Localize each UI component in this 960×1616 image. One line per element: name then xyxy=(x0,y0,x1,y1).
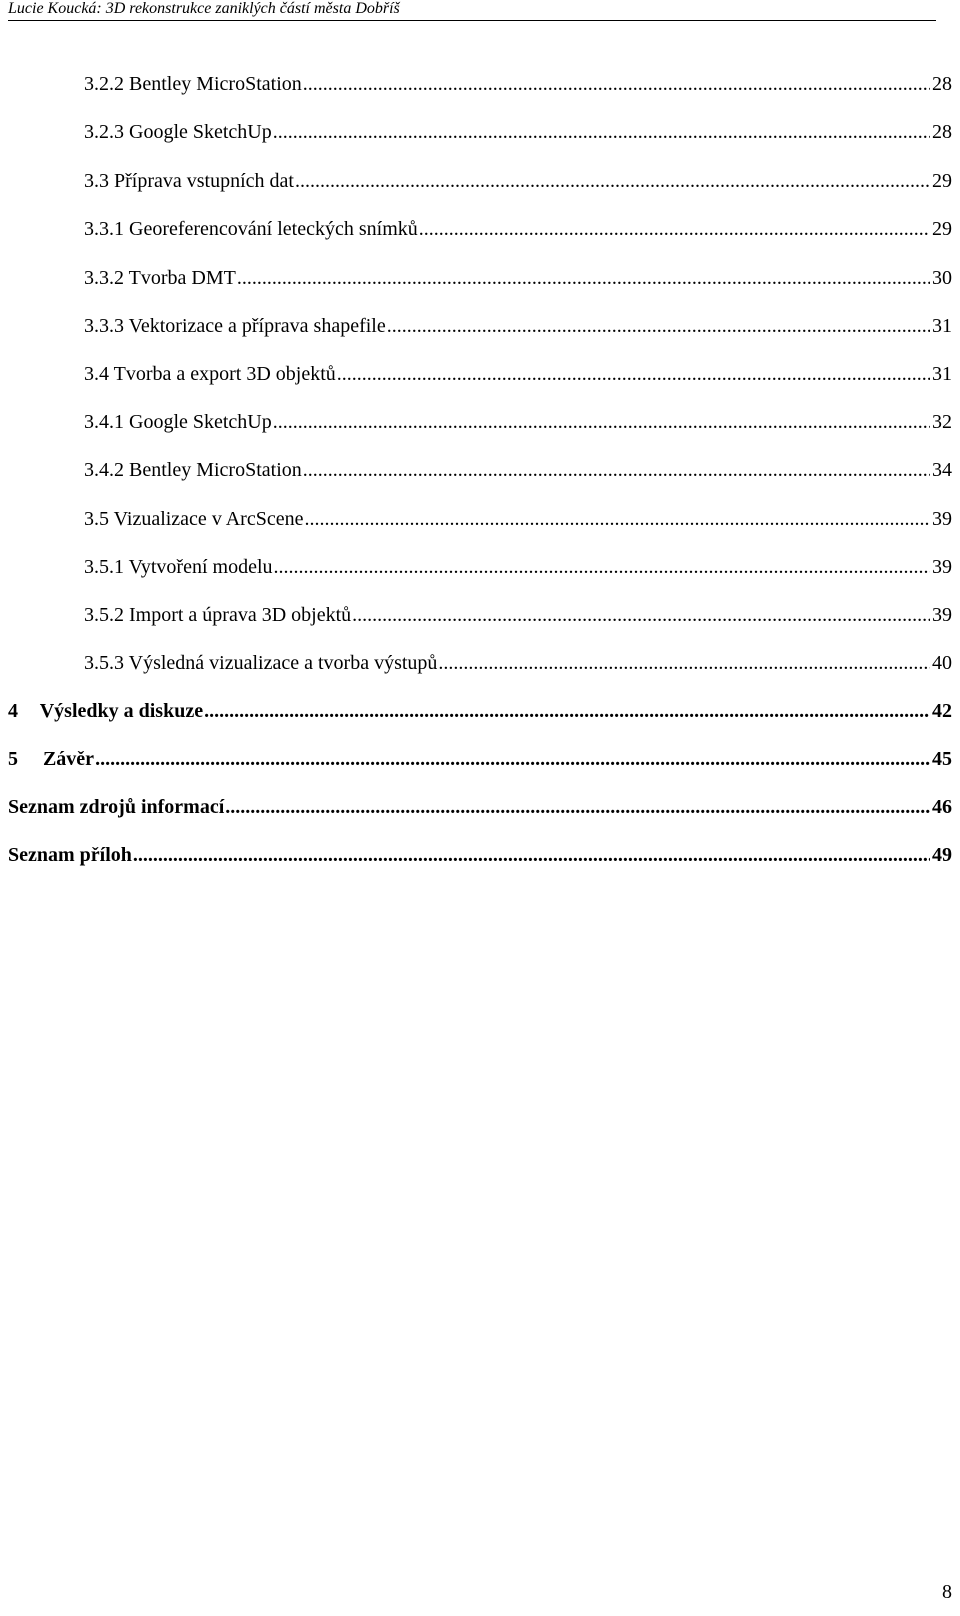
toc-entry-page: 31 xyxy=(932,363,952,385)
toc-entry[interactable] xyxy=(84,120,952,144)
dot-leader xyxy=(352,603,930,627)
toc-entry-page: 29 xyxy=(932,218,952,240)
toc-entry[interactable] xyxy=(84,555,952,579)
dot-leader xyxy=(273,120,930,144)
toc-entry-page: 40 xyxy=(932,652,952,674)
toc-chapter-page: 46 xyxy=(932,796,952,818)
toc-entry-title: 3.3 Příprava vstupních dat xyxy=(84,170,294,192)
toc-entry-title: 3.4 Tvorba a export 3D objektů xyxy=(84,363,336,385)
toc-chapter-title: Závěr xyxy=(42,748,95,770)
toc-entry-page: 29 xyxy=(932,170,952,192)
toc-entry-title: 3.5 Vizualizace v ArcScene xyxy=(84,508,304,530)
dot-leader xyxy=(204,699,930,723)
page-number: 8 xyxy=(942,1581,952,1603)
toc-entry-title: 3.4.1 Google SketchUp xyxy=(84,411,272,433)
toc-entry-title: 3.5.2 Import a úprava 3D objektů xyxy=(84,604,352,626)
dot-leader xyxy=(295,169,930,193)
dot-leader xyxy=(438,651,930,675)
dot-leader xyxy=(304,507,930,531)
toc-entry-title: 3.2.2 Bentley MicroStation xyxy=(84,73,302,95)
toc-entry-title: 3.3.3 Vektorizace a příprava shapefile xyxy=(84,315,386,337)
toc-entry[interactable] xyxy=(84,72,952,96)
toc-chapter[interactable] xyxy=(8,747,952,771)
dot-leader xyxy=(95,747,930,771)
toc-entry-title: 3.2.3 Google SketchUp xyxy=(84,121,272,143)
toc-entry[interactable] xyxy=(84,266,952,290)
toc-chapter-page: 45 xyxy=(932,748,952,770)
toc-entry-page: 39 xyxy=(932,604,952,626)
toc-entry-title: 3.5.3 Výsledná vizualizace a tvorba výstupů xyxy=(84,652,438,674)
toc-entry[interactable] xyxy=(84,507,952,531)
toc-entry[interactable] xyxy=(84,314,952,338)
dot-leader xyxy=(303,72,930,96)
toc-entry-page: 32 xyxy=(932,411,952,433)
toc-chapter-title: Seznam zdrojů informací xyxy=(8,796,225,818)
dot-leader xyxy=(225,795,930,819)
toc-entry[interactable] xyxy=(84,362,952,386)
toc-chapter-number: 5 xyxy=(8,748,18,770)
toc-chapter-number: 4 xyxy=(8,700,18,722)
toc-chapter[interactable] xyxy=(8,843,952,867)
toc-entry-title: 3.3.2 Tvorba DMT xyxy=(84,267,236,289)
toc-entry[interactable] xyxy=(84,603,952,627)
toc-entry-page: 30 xyxy=(932,267,952,289)
dot-leader xyxy=(133,843,930,867)
dot-leader xyxy=(387,314,930,338)
dot-leader xyxy=(303,458,930,482)
dot-leader xyxy=(274,555,930,579)
dot-leader xyxy=(273,410,930,434)
toc-chapter-page: 49 xyxy=(932,844,952,866)
toc-entry-page: 39 xyxy=(932,508,952,530)
toc-entry-title: 3.3.1 Georeferencování leteckých snímků xyxy=(84,218,418,240)
running-header-title: Lucie Koucká: 3D rekonstrukce zaniklých částí města Dobříš xyxy=(8,0,400,17)
dot-leader xyxy=(419,217,930,241)
toc-entry-title: 3.4.2 Bentley MicroStation xyxy=(84,459,302,481)
dot-leader xyxy=(237,266,930,290)
toc-chapter[interactable] xyxy=(8,699,952,723)
toc-entry[interactable] xyxy=(84,169,952,193)
toc-chapter[interactable] xyxy=(8,795,952,819)
toc-entry-page: 34 xyxy=(932,459,952,481)
toc-entry-page: 31 xyxy=(932,315,952,337)
toc-entry[interactable] xyxy=(84,217,952,241)
toc-entry-page: 39 xyxy=(932,556,952,578)
toc-entry-page: 28 xyxy=(932,73,952,95)
dot-leader xyxy=(337,362,930,386)
running-header xyxy=(8,0,936,21)
toc-chapter-title: Výsledky a diskuze xyxy=(39,700,204,722)
toc-entry-title: 3.5.1 Vytvoření modelu xyxy=(84,556,273,578)
toc-chapter-title: Seznam příloh xyxy=(8,844,132,866)
toc-entry[interactable] xyxy=(84,651,952,675)
toc-entry-page: 28 xyxy=(932,121,952,143)
toc-chapter-page: 42 xyxy=(932,700,952,722)
toc-entry[interactable] xyxy=(84,458,952,482)
toc-entry[interactable] xyxy=(84,410,952,434)
